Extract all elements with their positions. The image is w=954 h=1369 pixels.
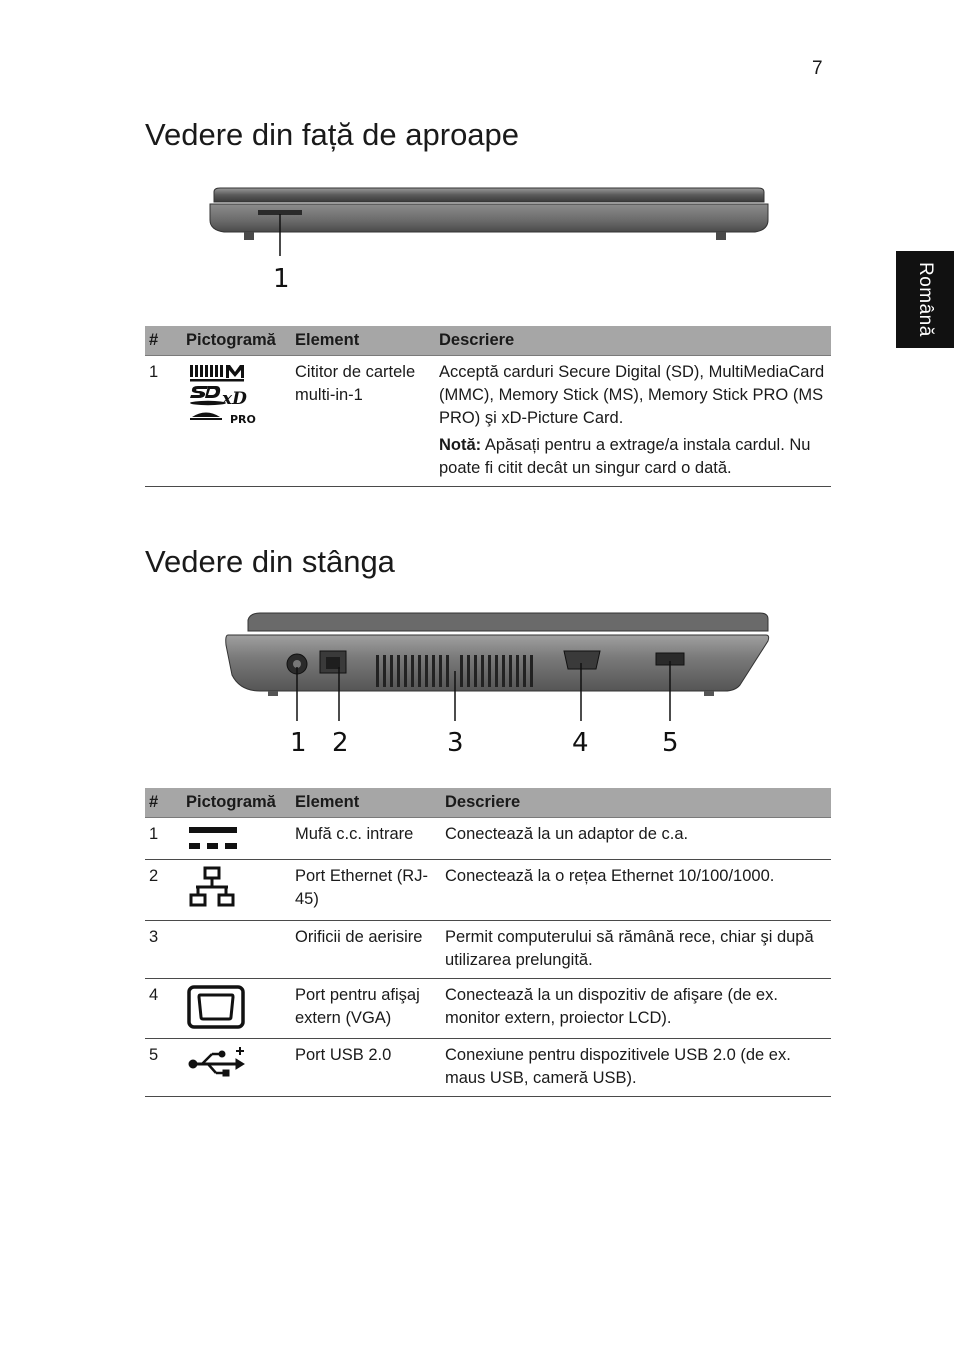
left-callout-3: 3 (447, 728, 464, 758)
row-description: Conectează la un adaptor de c.a. (441, 818, 831, 860)
row-number: 1 (145, 356, 182, 487)
row-number: 2 (145, 860, 182, 921)
header-number: # (145, 788, 182, 818)
row-element: Orificii de aerisire (291, 921, 441, 979)
row-number: 4 (145, 979, 182, 1039)
left-callout-2: 2 (332, 728, 349, 758)
row-element: Mufă c.c. intrare (291, 818, 441, 860)
table-row (145, 921, 831, 979)
table-row (145, 979, 831, 1039)
table-header-row (145, 788, 831, 818)
ethernet-icon (186, 865, 242, 909)
row-number: 1 (145, 818, 182, 860)
front-view-title: Vedere din față de aproape (145, 117, 520, 152)
front-callout-1: 1 (273, 264, 290, 294)
row-number: 3 (145, 921, 182, 979)
vga-icon (186, 984, 246, 1030)
row-element: Port pentru afişaj extern (VGA) (291, 979, 441, 1039)
svg-text:PRO: PRO (230, 413, 256, 426)
language-tab (896, 251, 954, 348)
row-element: Cititor de cartele multi-in-1 (291, 356, 435, 487)
front-view-table (145, 326, 831, 487)
row-description: Conectează la un dispozitiv de afişare (de ex. monitor extern, proiector LCD). (441, 979, 831, 1039)
front-view-illustration (200, 180, 780, 295)
left-callout-4: 4 (572, 728, 589, 758)
header-icon: Pictogramă (182, 788, 291, 818)
row-description: Conectează la o rețea Ethernet 10/100/1000. (441, 860, 831, 921)
row-element: Port USB 2.0 (291, 1039, 441, 1097)
left-callout-5: 5 (662, 728, 679, 758)
page-number: 7 (812, 58, 823, 79)
table-header-row (145, 326, 831, 356)
row-icon-empty (182, 921, 291, 979)
svg-text:xD: xD (222, 389, 247, 409)
left-view-title: Vedere din stânga (145, 544, 395, 579)
note-label: Notă: (439, 436, 482, 454)
header-icon: Pictogramă (182, 326, 291, 356)
table-row (145, 356, 831, 487)
row-note (439, 434, 827, 480)
left-callout-1: 1 (290, 728, 307, 758)
row-description: Acceptă carduri Secure Digital (SD), MultiMediaCard (MMC), Memory Stick (MS), Memory Stick PRO (MS PRO) şi xD-Picture Card. (439, 363, 825, 427)
table-row (145, 818, 831, 860)
card-reader-logos-icon (186, 361, 256, 427)
note-text: Apăsați pentru a extrage/a instala cardul. Nu poate fi citit decât un singur card o dată. (439, 436, 811, 477)
header-element: Element (291, 788, 441, 818)
dc-in-icon (186, 823, 242, 853)
header-number: # (145, 326, 182, 356)
left-view-illustration (220, 605, 780, 765)
row-description: Conexiune pentru dispozitivele USB 2.0 (de ex. maus USB, cameră USB). (441, 1039, 831, 1097)
row-number: 5 (145, 1039, 182, 1097)
header-element: Element (291, 326, 435, 356)
row-description: Permit computerului să rămână rece, chiar şi după utilizarea prelungită. (441, 921, 831, 979)
language-tab-label: Română (915, 262, 936, 337)
header-description: Descriere (441, 788, 831, 818)
table-row (145, 1039, 831, 1097)
table-row (145, 860, 831, 921)
usb-icon (186, 1044, 248, 1082)
row-element: Port Ethernet (RJ-45) (291, 860, 441, 921)
header-description: Descriere (435, 326, 831, 356)
left-view-table (145, 788, 831, 1097)
